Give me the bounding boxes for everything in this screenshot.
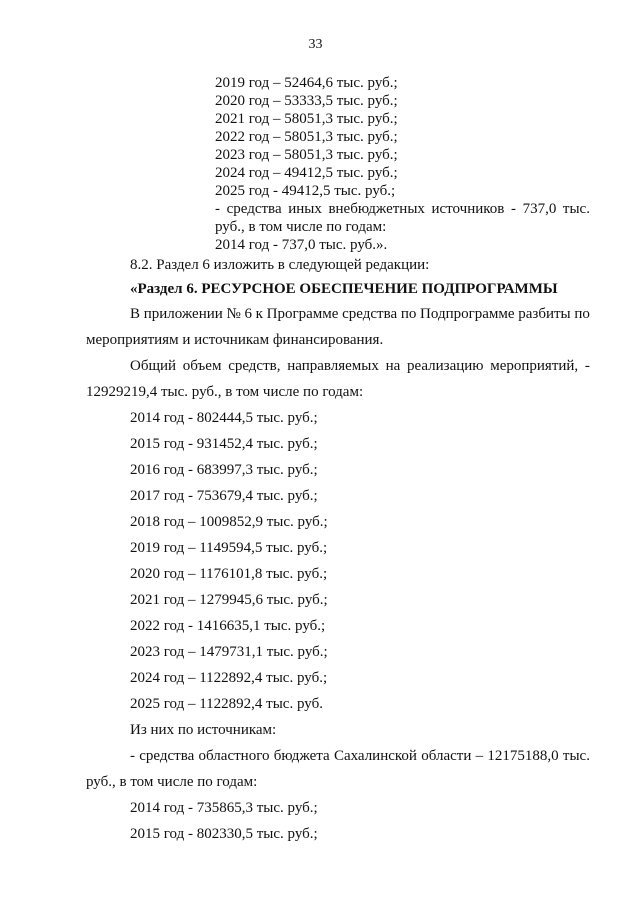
top-year-2024: 2024 год – 49412,5 тыс. руб.;	[215, 165, 398, 181]
total-year-2015: 2015 год - 931452,4 тыс. руб.;	[130, 436, 318, 452]
item-8-2: 8.2. Раздел 6 изложить в следующей редакции:	[130, 257, 430, 273]
top-year-2021: 2021 год – 58051,3 тыс. руб.;	[215, 111, 398, 127]
sources-intro: Из них по источникам:	[130, 722, 277, 738]
total-year-2020: 2020 год – 1176101,8 тыс. руб.;	[130, 566, 328, 582]
regional-line-1: - средства областного бюджета Сахалинской области – 12175188,0 тыс.	[130, 748, 590, 764]
total-year-2022: 2022 год - 1416635,1 тыс. руб.;	[130, 618, 326, 634]
para2-line-2: 12929219,4 тыс. руб., в том числе по годам:	[86, 384, 364, 400]
regional-year-2014: 2014 год - 735865,3 тыс. руб.;	[130, 800, 318, 816]
page-number: 33	[308, 37, 323, 52]
extrabudget-line-1: - средства иных внебюджетных источников - 737,0 тыс.	[215, 201, 590, 217]
top-year-2023: 2023 год – 58051,3 тыс. руб.;	[215, 147, 398, 163]
total-year-2024: 2024 год – 1122892,4 тыс. руб.;	[130, 670, 328, 686]
top-year-2019: 2019 год – 52464,6 тыс. руб.;	[215, 75, 398, 91]
regional-line-2: руб., в том числе по годам:	[86, 774, 258, 790]
top-year-2022: 2022 год – 58051,3 тыс. руб.;	[215, 129, 398, 145]
para2-line-1: Общий объем средств, направляемых на реализацию мероприятий, -	[130, 358, 590, 374]
extrabudget-2014: 2014 год - 737,0 тыс. руб.».	[215, 237, 388, 253]
regional-year-2015: 2015 год - 802330,5 тыс. руб.;	[130, 826, 318, 842]
total-year-2021: 2021 год – 1279945,6 тыс. руб.;	[130, 592, 328, 608]
total-year-2014: 2014 год - 802444,5 тыс. руб.;	[130, 410, 318, 426]
total-year-2016: 2016 год - 683997,3 тыс. руб.;	[130, 462, 318, 478]
total-year-2019: 2019 год – 1149594,5 тыс. руб.;	[130, 540, 328, 556]
top-year-2020: 2020 год – 53333,5 тыс. руб.;	[215, 93, 398, 109]
total-year-2017: 2017 год - 753679,4 тыс. руб.;	[130, 488, 318, 504]
section-heading: «Раздел 6. РЕСУРСНОЕ ОБЕСПЕЧЕНИЕ ПОДПРОГРАММЫ	[130, 281, 558, 297]
total-year-2018: 2018 год – 1009852,9 тыс. руб.;	[130, 514, 328, 530]
total-year-2025: 2025 год – 1122892,4 тыс. руб.	[130, 696, 323, 712]
para1-line-2: мероприятиям и источникам финансирования.	[86, 332, 384, 348]
extrabudget-line-2: руб., в том числе по годам:	[215, 219, 387, 235]
top-year-2025: 2025 год - 49412,5 тыс. руб.;	[215, 183, 396, 199]
para1-line-1: В приложении № 6 к Программе средства по Подпрограмме разбиты по	[130, 306, 590, 322]
total-year-2023: 2023 год – 1479731,1 тыс. руб.;	[130, 644, 328, 660]
